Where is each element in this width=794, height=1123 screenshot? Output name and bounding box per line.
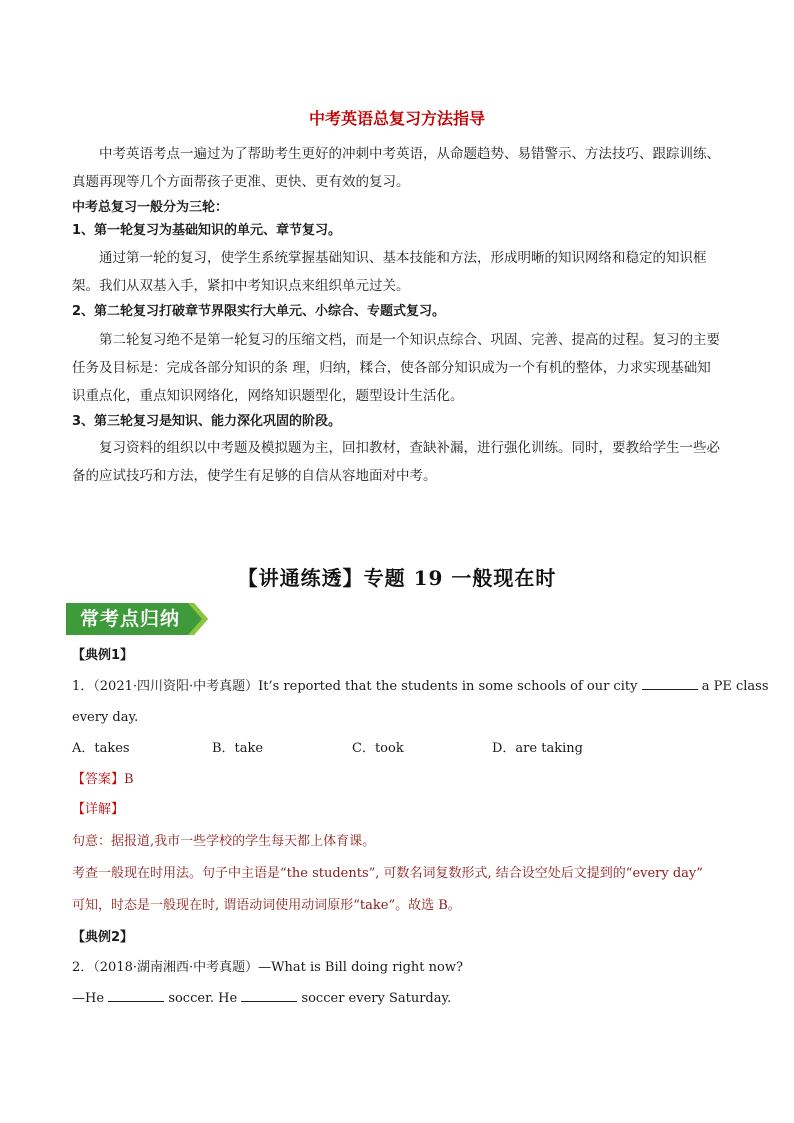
answer-value: B bbox=[124, 772, 134, 787]
option-d: D．are taking bbox=[492, 741, 583, 756]
round3-title: 3、第三轮复习是知识、能力深化巩固的阶段。 bbox=[72, 414, 342, 429]
answer-blank bbox=[642, 676, 698, 690]
section-banner bbox=[66, 603, 208, 635]
round1-title: 1、第一轮复习为基础知识的单元、章节复习。 bbox=[72, 223, 342, 238]
answer-blank-2 bbox=[241, 988, 297, 1002]
option-b: B．take bbox=[212, 741, 264, 756]
detail-line-1: 句意：据报道,我市一些学校的学生每天都上体育课。 bbox=[72, 834, 376, 849]
example1-answer bbox=[72, 770, 134, 790]
example2-dialogue bbox=[72, 988, 451, 1009]
example1-label: 【典例1】 bbox=[72, 648, 134, 663]
detail-label: 【详解】 bbox=[72, 802, 125, 817]
example2-question: 2．（2018·湖南湘西·中考真题）—What is Bill doing right now? bbox=[72, 960, 463, 975]
banner-label: 常考点归纳 bbox=[79, 608, 180, 630]
option-c: C．took bbox=[352, 741, 404, 756]
dialogue-part-1: —He bbox=[72, 991, 105, 1006]
example1-options bbox=[72, 739, 632, 759]
guide-title: 中考英语总复习方法指导 bbox=[308, 109, 485, 128]
detail-line-2: 考查一般现在时用法。句子中主语是“the students”, 可数名词复数形式, 结合设空处后文提到的“every day” bbox=[72, 866, 703, 881]
intro-paragraph: 中考英语考点一遍过为了帮助考生更好的冲刺中考英语，从命题趋势、易错警示、方法技巧、跟踪训练、真题再现等几个方面帮孩子更准、更快、更有效的复习。 bbox=[72, 146, 720, 190]
example1-question bbox=[72, 676, 769, 697]
example1-question-line2: every day. bbox=[72, 710, 139, 725]
round2-title: 2、第二轮复习打破章节界限实行大单元、小综合、专题式复习。 bbox=[72, 304, 446, 319]
question-text: 1．（2021·四川资阳·中考真题）It’s reported that the students in some schools of our city bbox=[72, 679, 638, 694]
topic-title: 【讲通练透】专题 19 一般现在时 bbox=[237, 566, 557, 590]
question-text-end: a PE class bbox=[701, 679, 769, 694]
answer-label: 【答案】 bbox=[72, 772, 125, 787]
round2-body: 第二轮复习绝不是第一轮复习的压缩文档，而是一个知识点综合、巩固、完善、提高的过程。复习的主要任务及目标是：完成各部分知识的条 理，归纳，糅合，使各部分知识成为一个有机的整体，力求实现基础知识重点化，重点知识网络化，网络知识题型化，题型设计生活化。 bbox=[72, 332, 720, 404]
round3-body: 复习资料的组织以中考题及模拟题为主，回扣教材，查缺补漏，进行强化训练。同时，要教给学生一些必备的应试技巧和方法，使学生有足够的自信从容地面对中考。 bbox=[72, 440, 720, 484]
option-a: A．takes bbox=[72, 741, 130, 756]
dialogue-part-3: soccer every Saturday. bbox=[301, 991, 452, 1006]
rounds-heading: 中考总复习一般分为三轮： bbox=[72, 200, 229, 215]
round1-body: 通过第一轮的复习，使学生系统掌握基础知识、基本技能和方法，形成明晰的知识网络和稳定的知识框架。我们从双基入手，紧扣中考知识点来组织单元过关。 bbox=[72, 250, 707, 294]
dialogue-part-2: soccer. He bbox=[168, 991, 238, 1006]
example2-label: 【典例2】 bbox=[72, 930, 134, 945]
answer-blank-1 bbox=[108, 988, 164, 1002]
detail-line-3: 可知，时态是一般现在时, 谓语动词使用动词原形“take”。故选 B。 bbox=[72, 898, 461, 913]
